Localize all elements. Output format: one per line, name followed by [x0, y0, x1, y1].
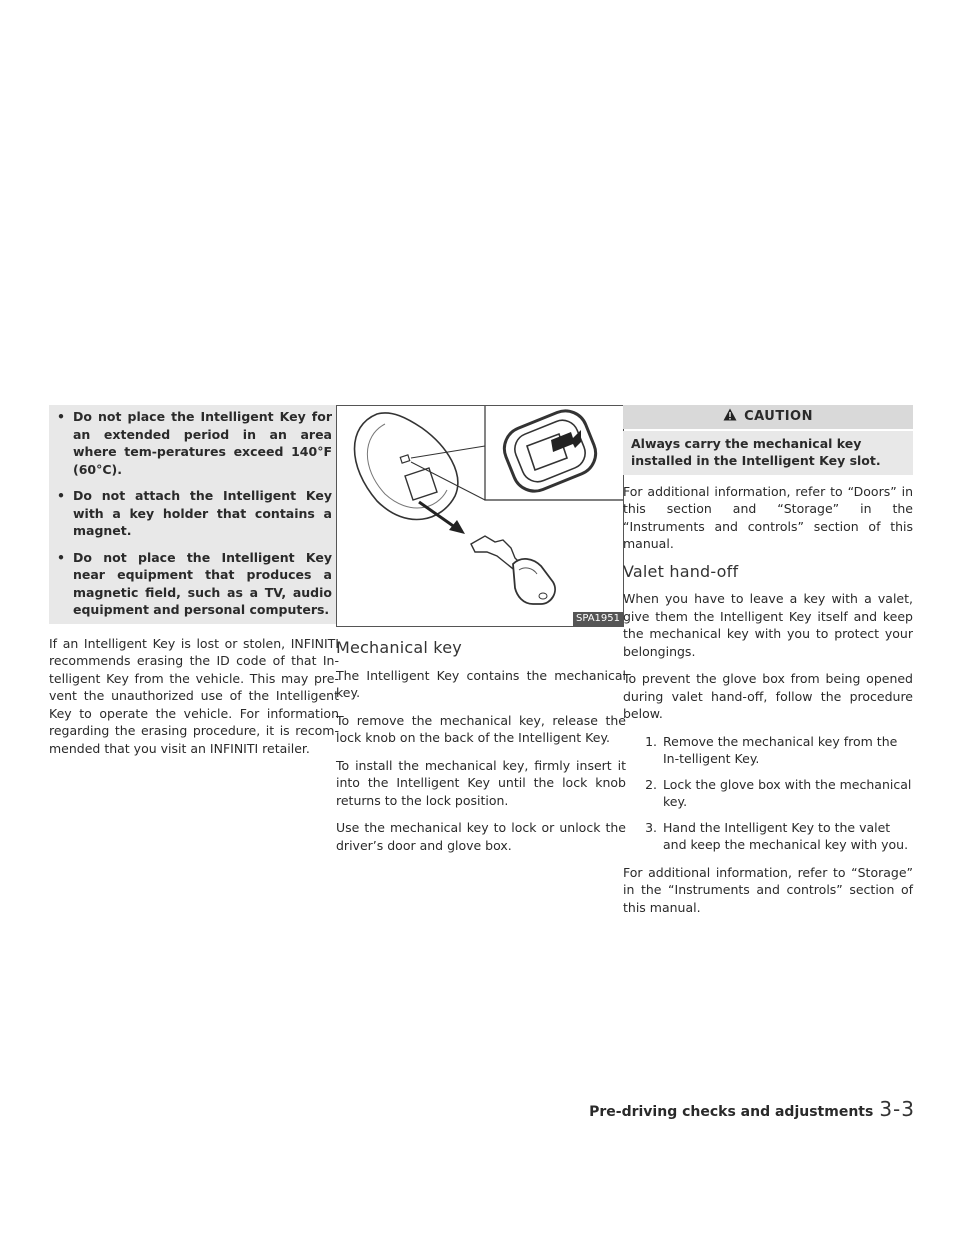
page-footer [589, 1097, 915, 1121]
footer-section-title: Pre-driving checks and adjustments [589, 1104, 874, 1120]
column-left [49, 405, 339, 767]
warning-bullet-box [49, 405, 339, 624]
step-number: 2. [645, 776, 657, 792]
step-text: Remove the mechanical key from the In-telligent Key. [663, 733, 898, 766]
body-paragraph: To prevent the glove box from being opened during valet hand-off, follow the procedure below. [623, 671, 913, 721]
bullet-glyph: • [57, 409, 65, 424]
list-item [623, 819, 913, 854]
warning-bullet [57, 487, 332, 540]
body-paragraph: To install the mechanical key, firmly insert it into the Intelligent Key until the lock knob returns to the lock position. [336, 757, 626, 808]
warning-triangle-icon [723, 408, 737, 421]
figure-code: SPA1951 [573, 612, 623, 626]
intelligent-key-illustration [337, 406, 623, 626]
valet-handoff-heading: Valet hand-off [623, 561, 739, 581]
valet-steps-list [623, 733, 913, 854]
body-paragraph: For additional information, refer to “Storage” in the “Instruments and controls” section of this manual. [623, 864, 913, 915]
mechanical-key-figure [336, 405, 624, 627]
caution-header [623, 405, 913, 429]
body-paragraph: The Intelligent Key contains the mechanical key. [336, 667, 626, 700]
body-paragraph: To remove the mechanical key, release the lock knob on the back of the Intelligent Key. [336, 712, 626, 745]
warning-bullet-text: Do not place the Intelligent Key near equipment that produces a magnetic field, such as a TV, audio equipment and personal computers. [73, 549, 332, 617]
column-right [623, 405, 913, 926]
bullet-glyph: • [57, 549, 65, 565]
warning-bullet [57, 408, 332, 478]
body-paragraph: For additional information, refer to “Doors” in this section and “Storage” in the “Instruments and controls” section of this manual. [623, 483, 913, 551]
page-number: 3-3 [879, 1097, 915, 1121]
body-paragraph: When you have to leave a key with a valet, give them the Intelligent Key itself and keep the mechanical key with you to protect your belongings. [623, 591, 913, 659]
step-number: 3. [645, 819, 657, 835]
warning-bullet-text: Do not place the Intelligent Key for an extended period in an area where tem-peratures exceed 140°F (60°C). [73, 409, 332, 477]
step-text: Hand the Intelligent Key to the valet and keep the mechanical key with you. [663, 819, 909, 852]
mechanical-key-heading: Mechanical key [336, 638, 462, 657]
step-text: Lock the glove box with the mechanical key. [663, 776, 912, 809]
warning-bullet [57, 549, 332, 619]
list-item [623, 776, 913, 811]
body-paragraph: Use the mechanical key to lock or unlock the driver’s door and glove box. [336, 820, 626, 853]
warning-bullet-text: Do not attach the Intelligent Key with a key holder that contains a magnet. [73, 488, 332, 538]
step-number: 1. [645, 733, 657, 749]
column-middle [336, 405, 626, 864]
lost-key-paragraph: If an Intelligent Key is lost or stolen, INFINITI recommends erasing the ID code of that In-telligent Key from the vehicle. This may pre-vent the unauthorized use of the Intelligent Key to operate the vehicle. For information regarding the erasing procedure, it is recom-mended that you visit an INFINITI retailer. [49, 635, 339, 756]
caution-title: CAUTION [744, 409, 813, 424]
list-item [623, 733, 913, 768]
bullet-glyph: • [57, 488, 65, 503]
caution-text: Always carry the mechanical key installed in the Intelligent Key slot. [623, 431, 913, 475]
